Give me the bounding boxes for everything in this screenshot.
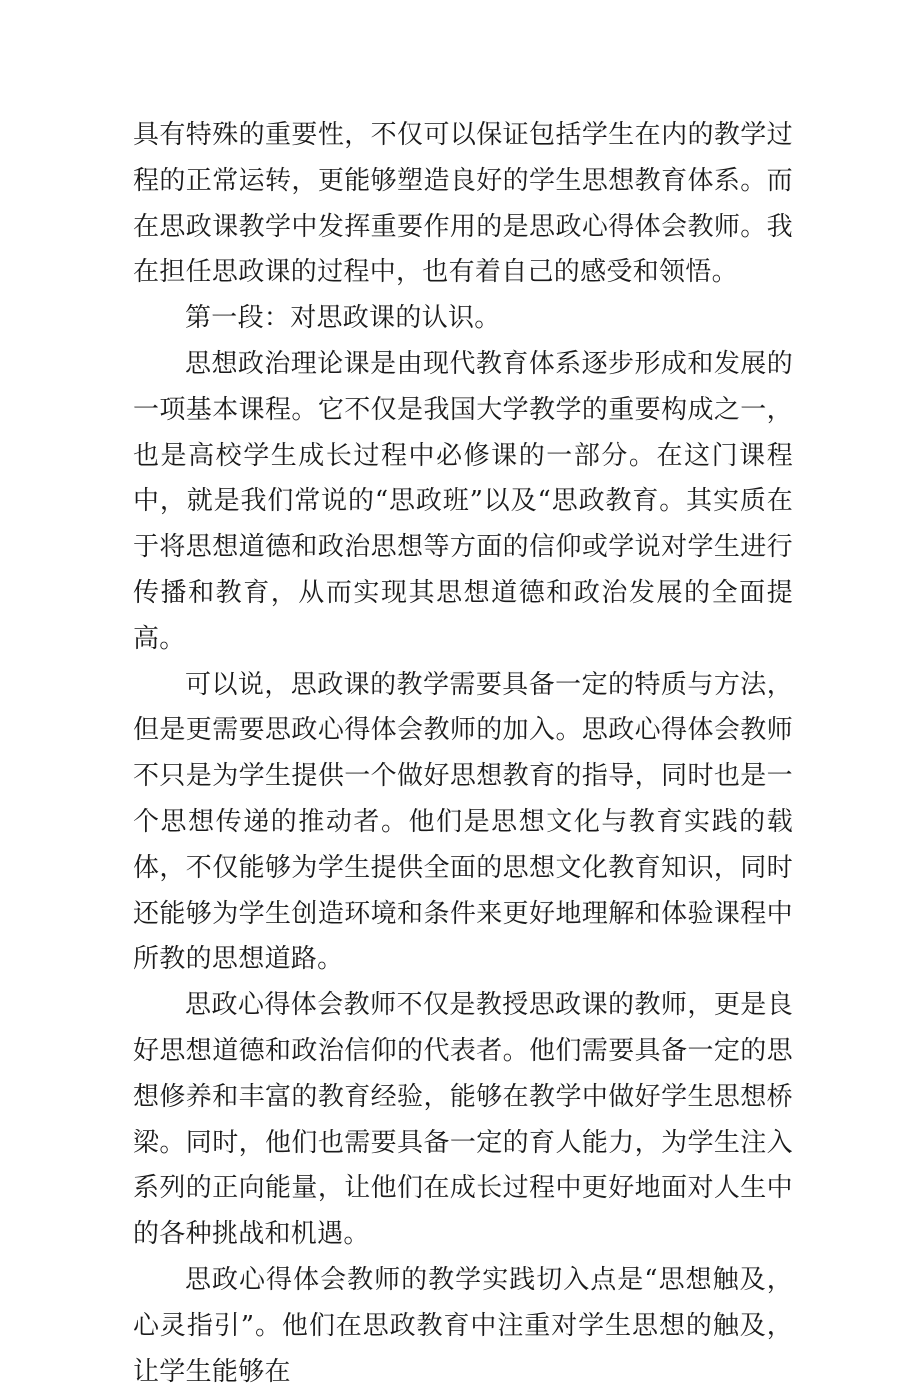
paragraph: 思政心得体会教师的教学实践切入点是“思想触及，心灵指引”。他们在思政教育中注重对学生思想的触及，让学生能够在 — [133, 1264, 793, 1387]
paragraph-continuation: 具有特殊的重要性，不仅可以保证包括学生在内的教学过程的正常运转，更能够塑造良好的学生思想教育体系。而在思政课教学中发挥重要作用的是思政心得体会教师。我在担任思政课的过程中，也有着自己的感受和领悟。 — [133, 120, 793, 288]
paragraph: 思政心得体会教师不仅是教授思政课的教师，更是良好思想道德和政治信仰的代表者。他们需要具备一定的思想修养和丰富的教育经验，能够在教学中做好学生思想桥梁。同时，他们也需要具备一定的育人能力，为学生注入系列的正向能量，让他们在成长过程中更好地面对人生中的各种挑战和机遇。 — [133, 990, 793, 1250]
document-body — [133, 113, 793, 1395]
paragraph: 可以说，思政课的教学需要具备一定的特质与方法，但是更需要思政心得体会教师的加入。思政心得体会教师不只是为学生提供一个做好思想教育的指导，同时也是一个思想传递的推动者。他们是思想文化与教育实践的载体，不仅能够为学生提供全面的思想文化教育知识，同时还能够为学生创造环境和条件来更好地理解和体验课程中所教的思想道路。 — [133, 669, 793, 975]
section-heading: 第一段：对思政课的认识。 — [185, 303, 501, 334]
paragraph: 思想政治理论课是由现代教育体系逐步形成和发展的一项基本课程。它不仅是我国大学教学的重要构成之一，也是高校学生成长过程中必修课的一部分。在这门课程中，就是我们常说的“思政班”以及“思政教育。其实质在于将思想道德和政治思想等方面的信仰或学说对学生进行传播和教育，从而实现其思想道德和政治发展的全面提高。 — [133, 348, 793, 654]
